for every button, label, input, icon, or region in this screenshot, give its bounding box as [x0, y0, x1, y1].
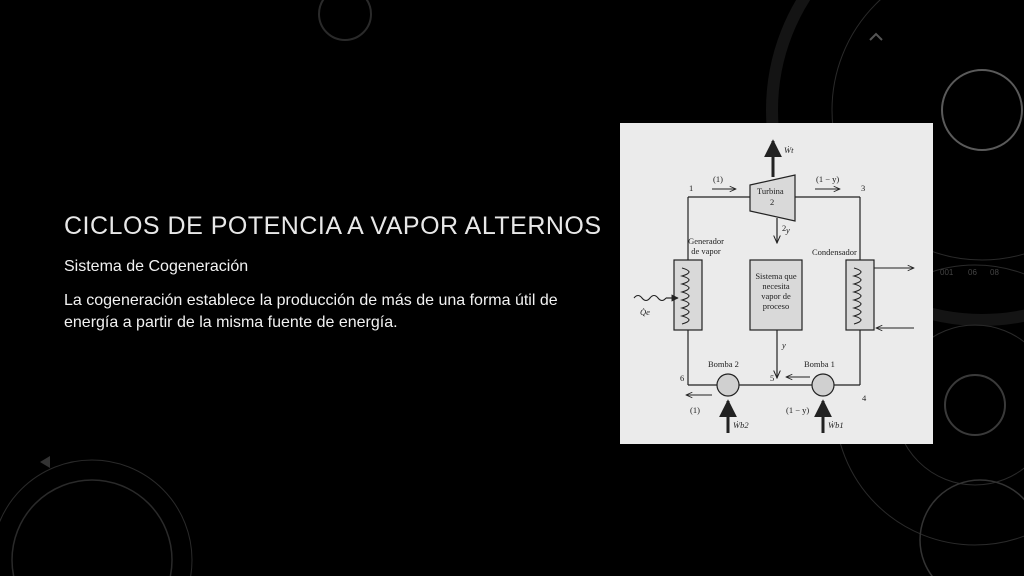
slide-body-text: La cogeneración establece la producción de más de una forma útil de energía a partir de la misma fuente de energía.	[64, 292, 558, 331]
node-4: 4	[862, 393, 867, 403]
cogeneration-diagram	[620, 123, 933, 444]
pump-1-work-label: Ẇb1	[828, 420, 844, 430]
slide-title: CICLOS DE POTENCIA A VAPOR ALTERNOS	[64, 212, 602, 240]
generator-label: Generador de vapor	[688, 236, 724, 256]
condenser-label: Condensador	[812, 247, 857, 257]
node-6: 6	[680, 373, 685, 383]
node-1: 1	[689, 183, 694, 193]
heat-input-label: Q̇e	[640, 307, 650, 317]
pump-1-label: Bomba 1	[804, 359, 835, 369]
background-tick-label: 001	[940, 268, 954, 277]
heat-input-wave	[634, 296, 666, 301]
node-3: 3	[861, 183, 866, 193]
pump-2-label: Bomba 2	[708, 359, 739, 369]
process-system-label: Sistema que necesita vapor de proceso	[755, 271, 797, 311]
cogeneration-diagram-svg	[620, 123, 933, 444]
turbine-number: 2	[770, 197, 775, 207]
pump-1-shape	[812, 374, 834, 396]
flow-bottom-right: (1 − y)	[786, 405, 810, 415]
pump-2-work-label: Ẇb2	[733, 420, 749, 430]
turbine-label: Turbina	[757, 186, 784, 196]
slide-subtitle: Sistema de Cogeneración	[64, 258, 249, 275]
node-2: 2	[782, 223, 787, 233]
flow-top-left: (1)	[713, 174, 723, 184]
extraction-bottom-label: y	[782, 340, 786, 350]
flow-top-right: (1 − y)	[816, 174, 840, 184]
extraction-top-label: y	[786, 225, 790, 235]
node-5: 5	[770, 373, 775, 383]
background-tick-label: 08	[990, 268, 999, 277]
flow-bottom-left: (1)	[690, 405, 700, 415]
pump-2-shape	[717, 374, 739, 396]
turbine-work-label: Ẇt	[784, 145, 794, 155]
background-tick-label: 06	[968, 268, 977, 277]
